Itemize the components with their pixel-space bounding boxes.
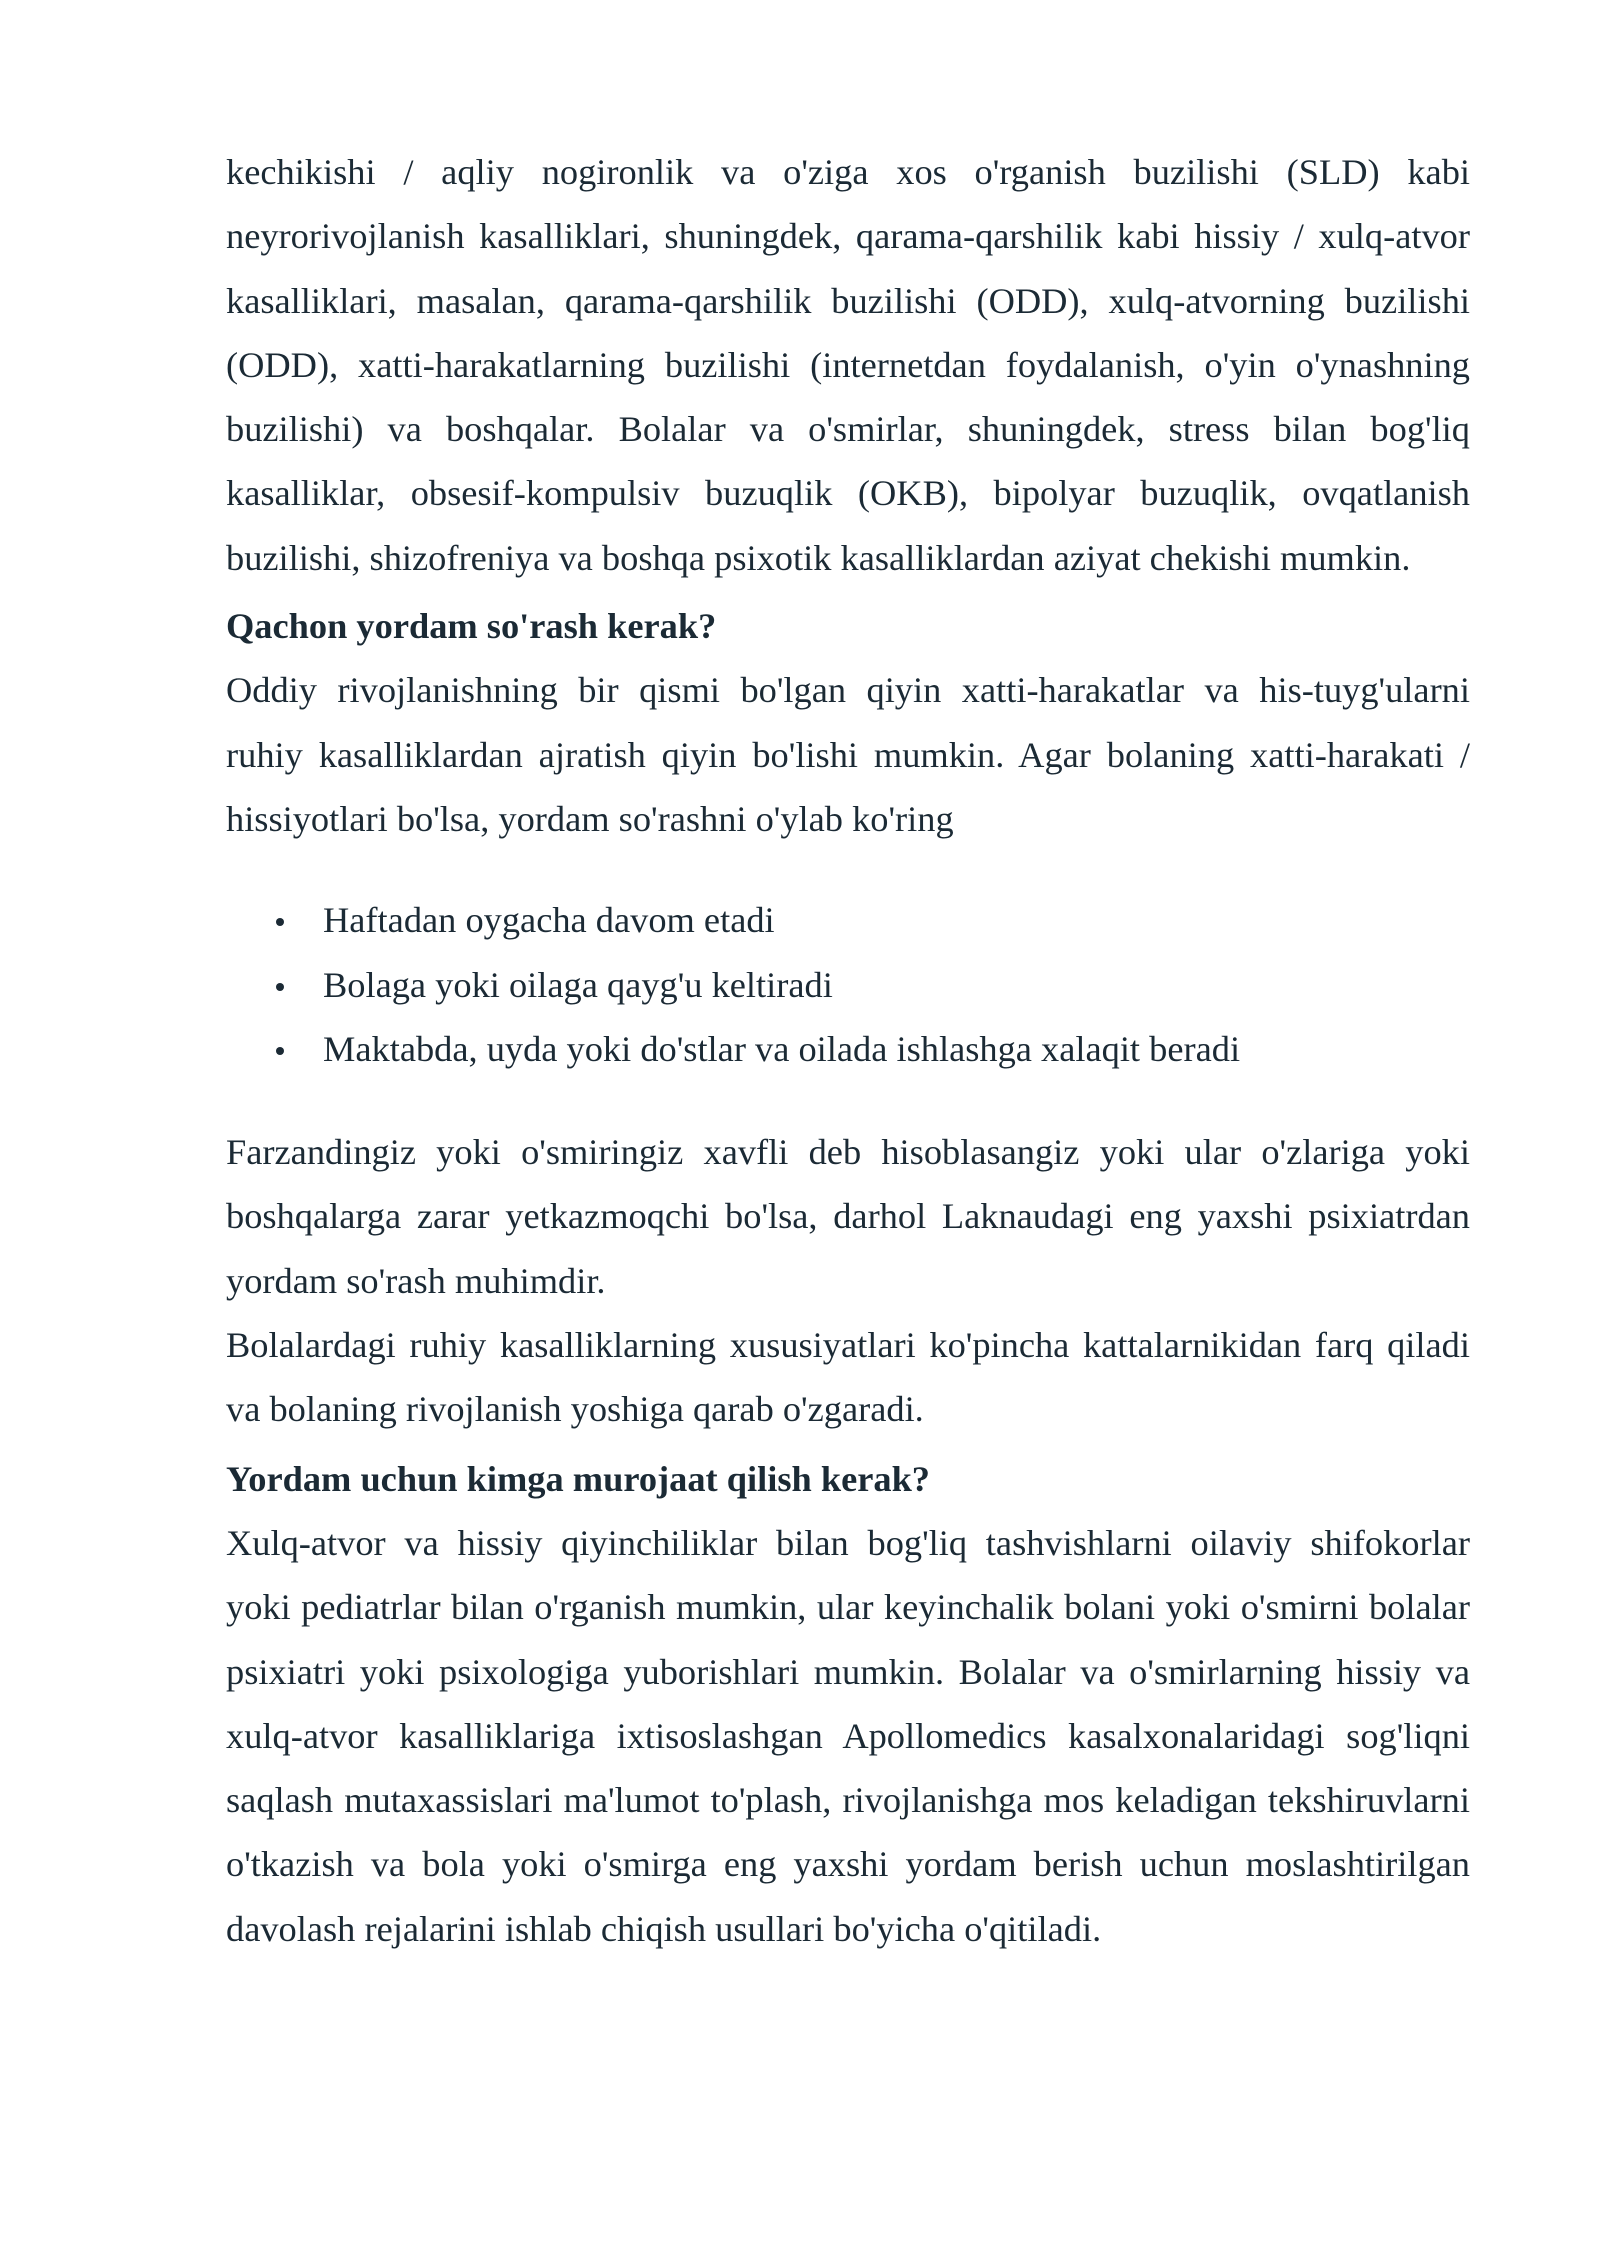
text-line: davolash rejalarini ishlab chiqish usullari bo'yicha o'qitiladi.	[226, 1908, 1102, 1949]
list-item-text: Maktabda, uyda yoki do'stlar va oilada ishlashga xalaqit beradi	[323, 1028, 1241, 1069]
text-line: boshqalarga zarar yetkazmoqchi bo'lsa, darhol Laknaudagi eng yaxshi psixiatrdan	[226, 1196, 1470, 1237]
text-line: va bolaning rivojlanish yoshiga qarab o'zgaradi.	[226, 1389, 924, 1430]
text-line: yordam so'rash muhimdir.	[226, 1260, 606, 1301]
text-line: kasalliklar, obsesif-kompulsiv buzuqlik (OKB), bipolyar buzuqlik, ovqatlanish	[226, 473, 1470, 514]
text-line: Xulq-atvor va hissiy qiyinchiliklar bilan bog'liq tashvishlarni oilaviy shifokorlar	[226, 1522, 1470, 1563]
text-line: neyrorivojlanish kasalliklari, shuningdek, qarama-qarshilik kabi hissiy / xulq-atvor	[226, 216, 1470, 257]
list-item-text: Bolaga yoki oilaga qayg'u keltiradi	[323, 964, 833, 1005]
section-heading-when: Qachon yordam so'rash kerak?	[226, 606, 717, 647]
text-line: (ODD), xatti-harakatlarning buzilishi (internetdan foydalanish, o'yin o'ynashning	[226, 344, 1470, 385]
intro-paragraph	[226, 140, 1470, 590]
list-item	[226, 953, 1470, 1017]
text-line: ruhiy kasalliklardan ajratish qiyin bo'lishi mumkin. Agar bolaning xatti-harakati /	[226, 734, 1470, 775]
section-heading-who: Yordam uchun kimga murojaat qilish kerak?	[226, 1458, 931, 1499]
text-line: o'tkazish va bola yoki o'smirga eng yaxshi yordam berish uchun moslashtirilgan	[226, 1844, 1470, 1885]
section-who-paragraph	[226, 1511, 1470, 1961]
bullet-icon	[276, 983, 284, 991]
text-line: buzilishi) va boshqalar. Bolalar va o'smirlar, shuningdek, stress bilan bog'liq	[226, 409, 1470, 450]
list-item	[226, 1017, 1470, 1081]
section-when-paragraph-1	[226, 1120, 1470, 1313]
text-line: Bolalardagi ruhiy kasalliklarning xususiyatlari ko'pincha kattalarnikidan farq qiladi	[226, 1325, 1470, 1366]
text-line: xulq-atvor kasalliklariga ixtisoslashgan Apollomedics kasalxonalaridagi sog'liqni	[226, 1715, 1470, 1756]
text-line: Farzandingiz yoki o'smiringiz xavfli deb hisoblasangiz yoki ular o'zlariga yoki	[226, 1132, 1470, 1173]
bullet-list	[226, 888, 1470, 1081]
text-line: Oddiy rivojlanishning bir qismi bo'lgan qiyin xatti-harakatlar va his-tuyg'ularni	[226, 670, 1470, 711]
text-line: saqlash mutaxassislari ma'lumot to'plash, rivojlanishga mos keladigan tekshiruvlarni	[226, 1780, 1470, 1821]
text-line: hissiyotlari bo'lsa, yordam so'rashni o'ylab ko'ring	[226, 798, 954, 839]
section-when-intro-paragraph	[226, 658, 1470, 851]
bullet-icon	[276, 918, 284, 926]
text-line: psixiatri yoki psixologiga yuborishlari mumkin. Bolalar va o'smirlarning hissiy va	[226, 1651, 1470, 1692]
list-item-text: Haftadan oygacha davom etadi	[323, 900, 775, 941]
document-page	[226, 140, 1470, 1961]
text-line: kasalliklari, masalan, qarama-qarshilik buzilishi (ODD), xulq-atvorning buzilishi	[226, 280, 1470, 321]
list-item	[226, 888, 1470, 952]
bullet-icon	[276, 1047, 284, 1055]
text-line: buzilishi, shizofreniya va boshqa psixotik kasalliklardan aziyat chekishi mumkin.	[226, 537, 1411, 578]
text-line: kechikishi / aqliy nogironlik va o'ziga xos o'rganish buzilishi (SLD) kabi	[226, 152, 1470, 192]
text-line: yoki pediatrlar bilan o'rganish mumkin, ular keyinchalik bolani yoki o'smirni bolalar	[226, 1587, 1470, 1628]
section-when-paragraph-2	[226, 1313, 1470, 1442]
